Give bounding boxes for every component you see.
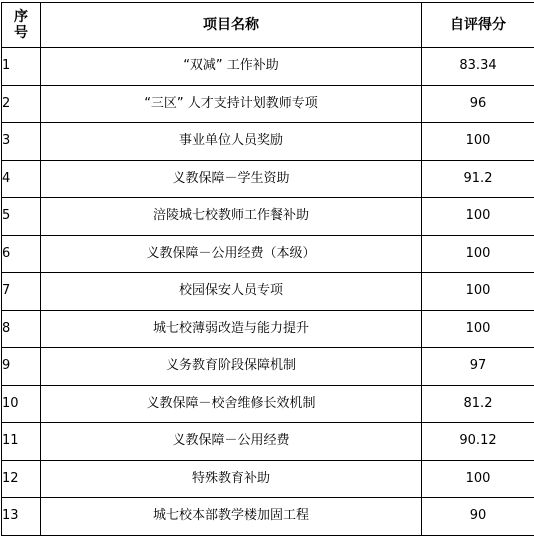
- row-seq: 10: [2, 385, 41, 423]
- row-seq: 9: [2, 348, 41, 386]
- row-score: 100: [422, 460, 534, 498]
- table-row: [2, 198, 534, 236]
- header-seq-line1: 序: [14, 9, 28, 25]
- row-seq: 1: [2, 48, 41, 86]
- table-row: [2, 160, 534, 198]
- row-project-name: 义教保障－学生资助: [41, 160, 422, 198]
- row-score: 91.2: [422, 160, 534, 198]
- row-project-name: 事业单位人员奖励: [41, 123, 422, 161]
- table-row: [2, 235, 534, 273]
- row-score: 100: [422, 123, 534, 161]
- table-row: [2, 123, 534, 161]
- row-project-name: 城七校薄弱改造与能力提升: [41, 310, 422, 348]
- header-seq-line2: 号: [14, 25, 28, 41]
- row-project-name: “三区” 人才支持计划教师专项: [41, 85, 422, 123]
- row-score: 97: [422, 348, 534, 386]
- row-seq: 2: [2, 85, 41, 123]
- header-seq: [2, 3, 41, 48]
- row-score: 100: [422, 235, 534, 273]
- table-row: [2, 423, 534, 461]
- row-seq: 8: [2, 310, 41, 348]
- row-project-name: 校园保安人员专项: [41, 273, 422, 311]
- row-seq: 13: [2, 498, 41, 536]
- row-project-name: 涪陵城七校教师工作餐补助: [41, 198, 422, 236]
- table-row: [2, 460, 534, 498]
- header-self-score: 自评得分: [422, 3, 534, 48]
- table-row: [2, 310, 534, 348]
- row-score: 96: [422, 85, 534, 123]
- row-score: 100: [422, 310, 534, 348]
- row-project-name: 城七校本部教学楼加固工程: [41, 498, 422, 536]
- row-project-name: 义务教育阶段保障机制: [41, 348, 422, 386]
- row-project-name: 特殊教育补助: [41, 460, 422, 498]
- row-seq: 4: [2, 160, 41, 198]
- row-project-name: 义教保障－校舍维修长效机制: [41, 385, 422, 423]
- table-row: [2, 85, 534, 123]
- header-row: [2, 3, 534, 48]
- row-score: 100: [422, 273, 534, 311]
- table-row: [2, 348, 534, 386]
- row-project-name: “双减” 工作补助: [41, 48, 422, 86]
- table-row: [2, 385, 534, 423]
- table-row: [2, 498, 534, 536]
- row-seq: 7: [2, 273, 41, 311]
- row-seq: 6: [2, 235, 41, 273]
- row-score: 100: [422, 198, 534, 236]
- row-project-name: 义教保障－公用经费（本级）: [41, 235, 422, 273]
- row-score: 90.12: [422, 423, 534, 461]
- table-row: [2, 48, 534, 86]
- row-seq: 11: [2, 423, 41, 461]
- row-score: 90: [422, 498, 534, 536]
- row-project-name: 义教保障－公用经费: [41, 423, 422, 461]
- project-score-table: [1, 2, 534, 536]
- row-seq: 5: [2, 198, 41, 236]
- row-seq: 3: [2, 123, 41, 161]
- header-project-name: 项目名称: [41, 3, 422, 48]
- table-row: [2, 273, 534, 311]
- row-seq: 12: [2, 460, 41, 498]
- row-score: 83.34: [422, 48, 534, 86]
- row-score: 81.2: [422, 385, 534, 423]
